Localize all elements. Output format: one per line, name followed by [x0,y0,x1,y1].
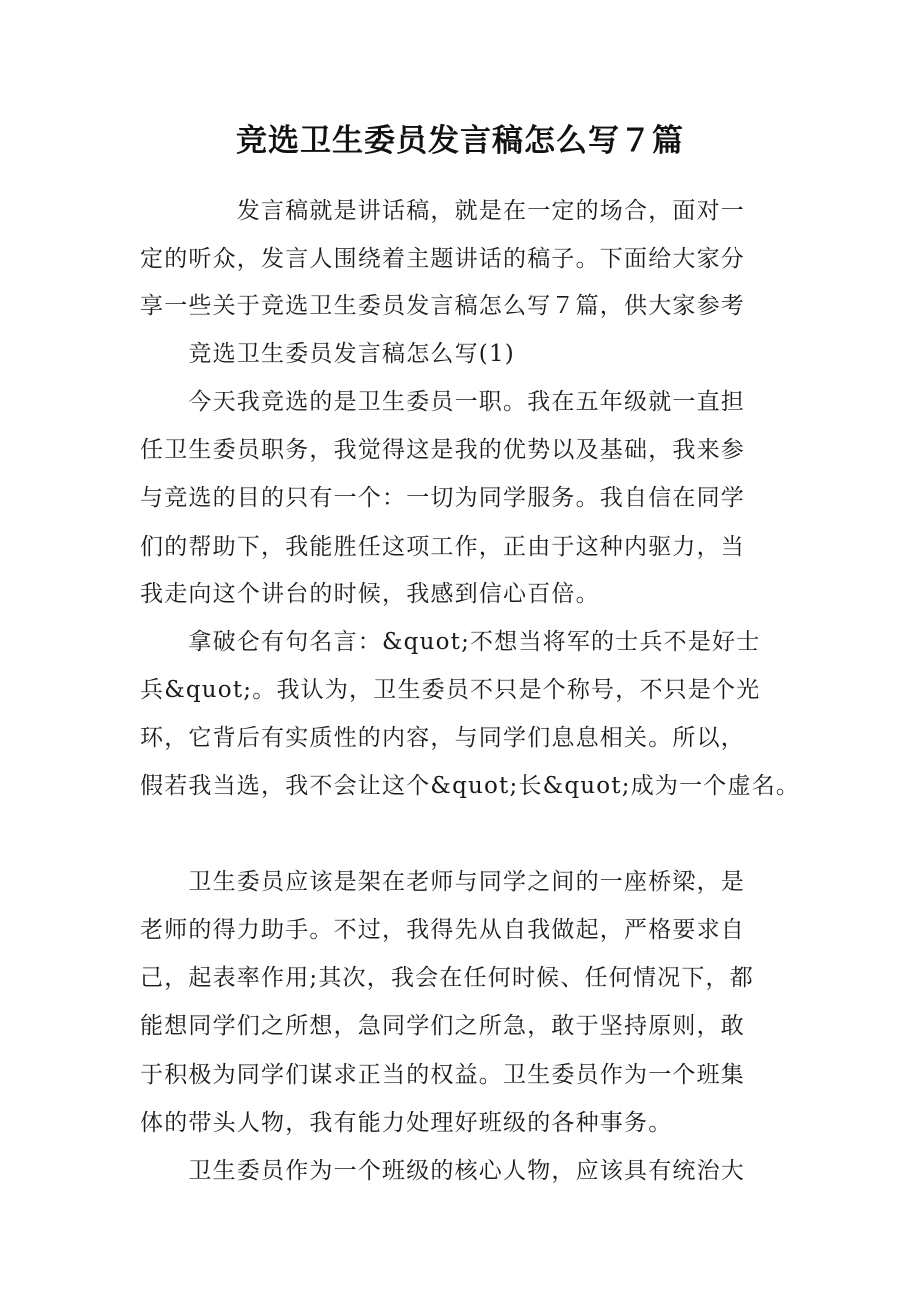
paragraph-line: 我走向这个讲台的时候，我感到信心百倍。 [140,581,600,607]
paragraph-line: 假若我当选，我不会让这个&quot;长&quot;成为一个虚名。 [140,773,801,799]
paragraph-line: 能想同学们之所想，急同学们之所急，敢于坚持原则，敢 [140,1013,745,1039]
paragraph-line: 环，它背后有实质性的内容，与同学们息息相关。所以， [140,725,745,751]
paragraph-line: 老师的得力助手。不过，我得先从自我做起，严格要求自 [140,917,745,943]
paragraph-line: 卫生委员作为一个班级的核心人物，应该具有统治大 [140,1158,745,1184]
intro-line-1: 发言稿就是讲话稿，就是在一定的场合，面对一 [140,198,745,224]
paragraph-line: 于积极为同学们谋求正当的权益。卫生委员作为一个班集 [140,1062,745,1088]
paragraph-line: 兵&quot;。我认为，卫生委员不只是个称号，不只是个光 [140,677,761,703]
paragraph-line: 卫生委员应该是架在老师与同学之间的一座桥梁，是 [140,869,745,895]
intro-line-2: 定的听众，发言人围绕着主题讲话的稿子。下面给大家分 [140,246,745,272]
paragraph-line: 任卫生委员职务，我觉得这是我的优势以及基础，我来参 [140,437,745,463]
paragraph-line: 拿破仑有句名言：&quot;不想当将军的士兵不是好士 [140,629,761,655]
paragraph-line: 们的帮助下，我能胜任这项工作，正由于这种内驱力，当 [140,534,745,560]
paragraph-line: 与竞选的目的只有一个：一切为同学服务。我自信在同学 [140,485,745,511]
page-title: 竞选卫生委员发言稿怎么写７篇 [236,123,684,159]
section-heading: 竞选卫生委员发言稿怎么写(1) [140,341,515,367]
paragraph-line: 体的带头人物，我有能力处理好班级的各种事务。 [140,1110,673,1136]
paragraph-line: 己，起表率作用;其次，我会在任何时候、任何情况下，都 [140,965,754,991]
paragraph-line: 今天我竞选的是卫生委员一职。我在五年级就一直担 [140,389,745,415]
intro-line-3: 享一些关于竞选卫生委员发言稿怎么写７篇，供大家参考 [140,293,745,319]
